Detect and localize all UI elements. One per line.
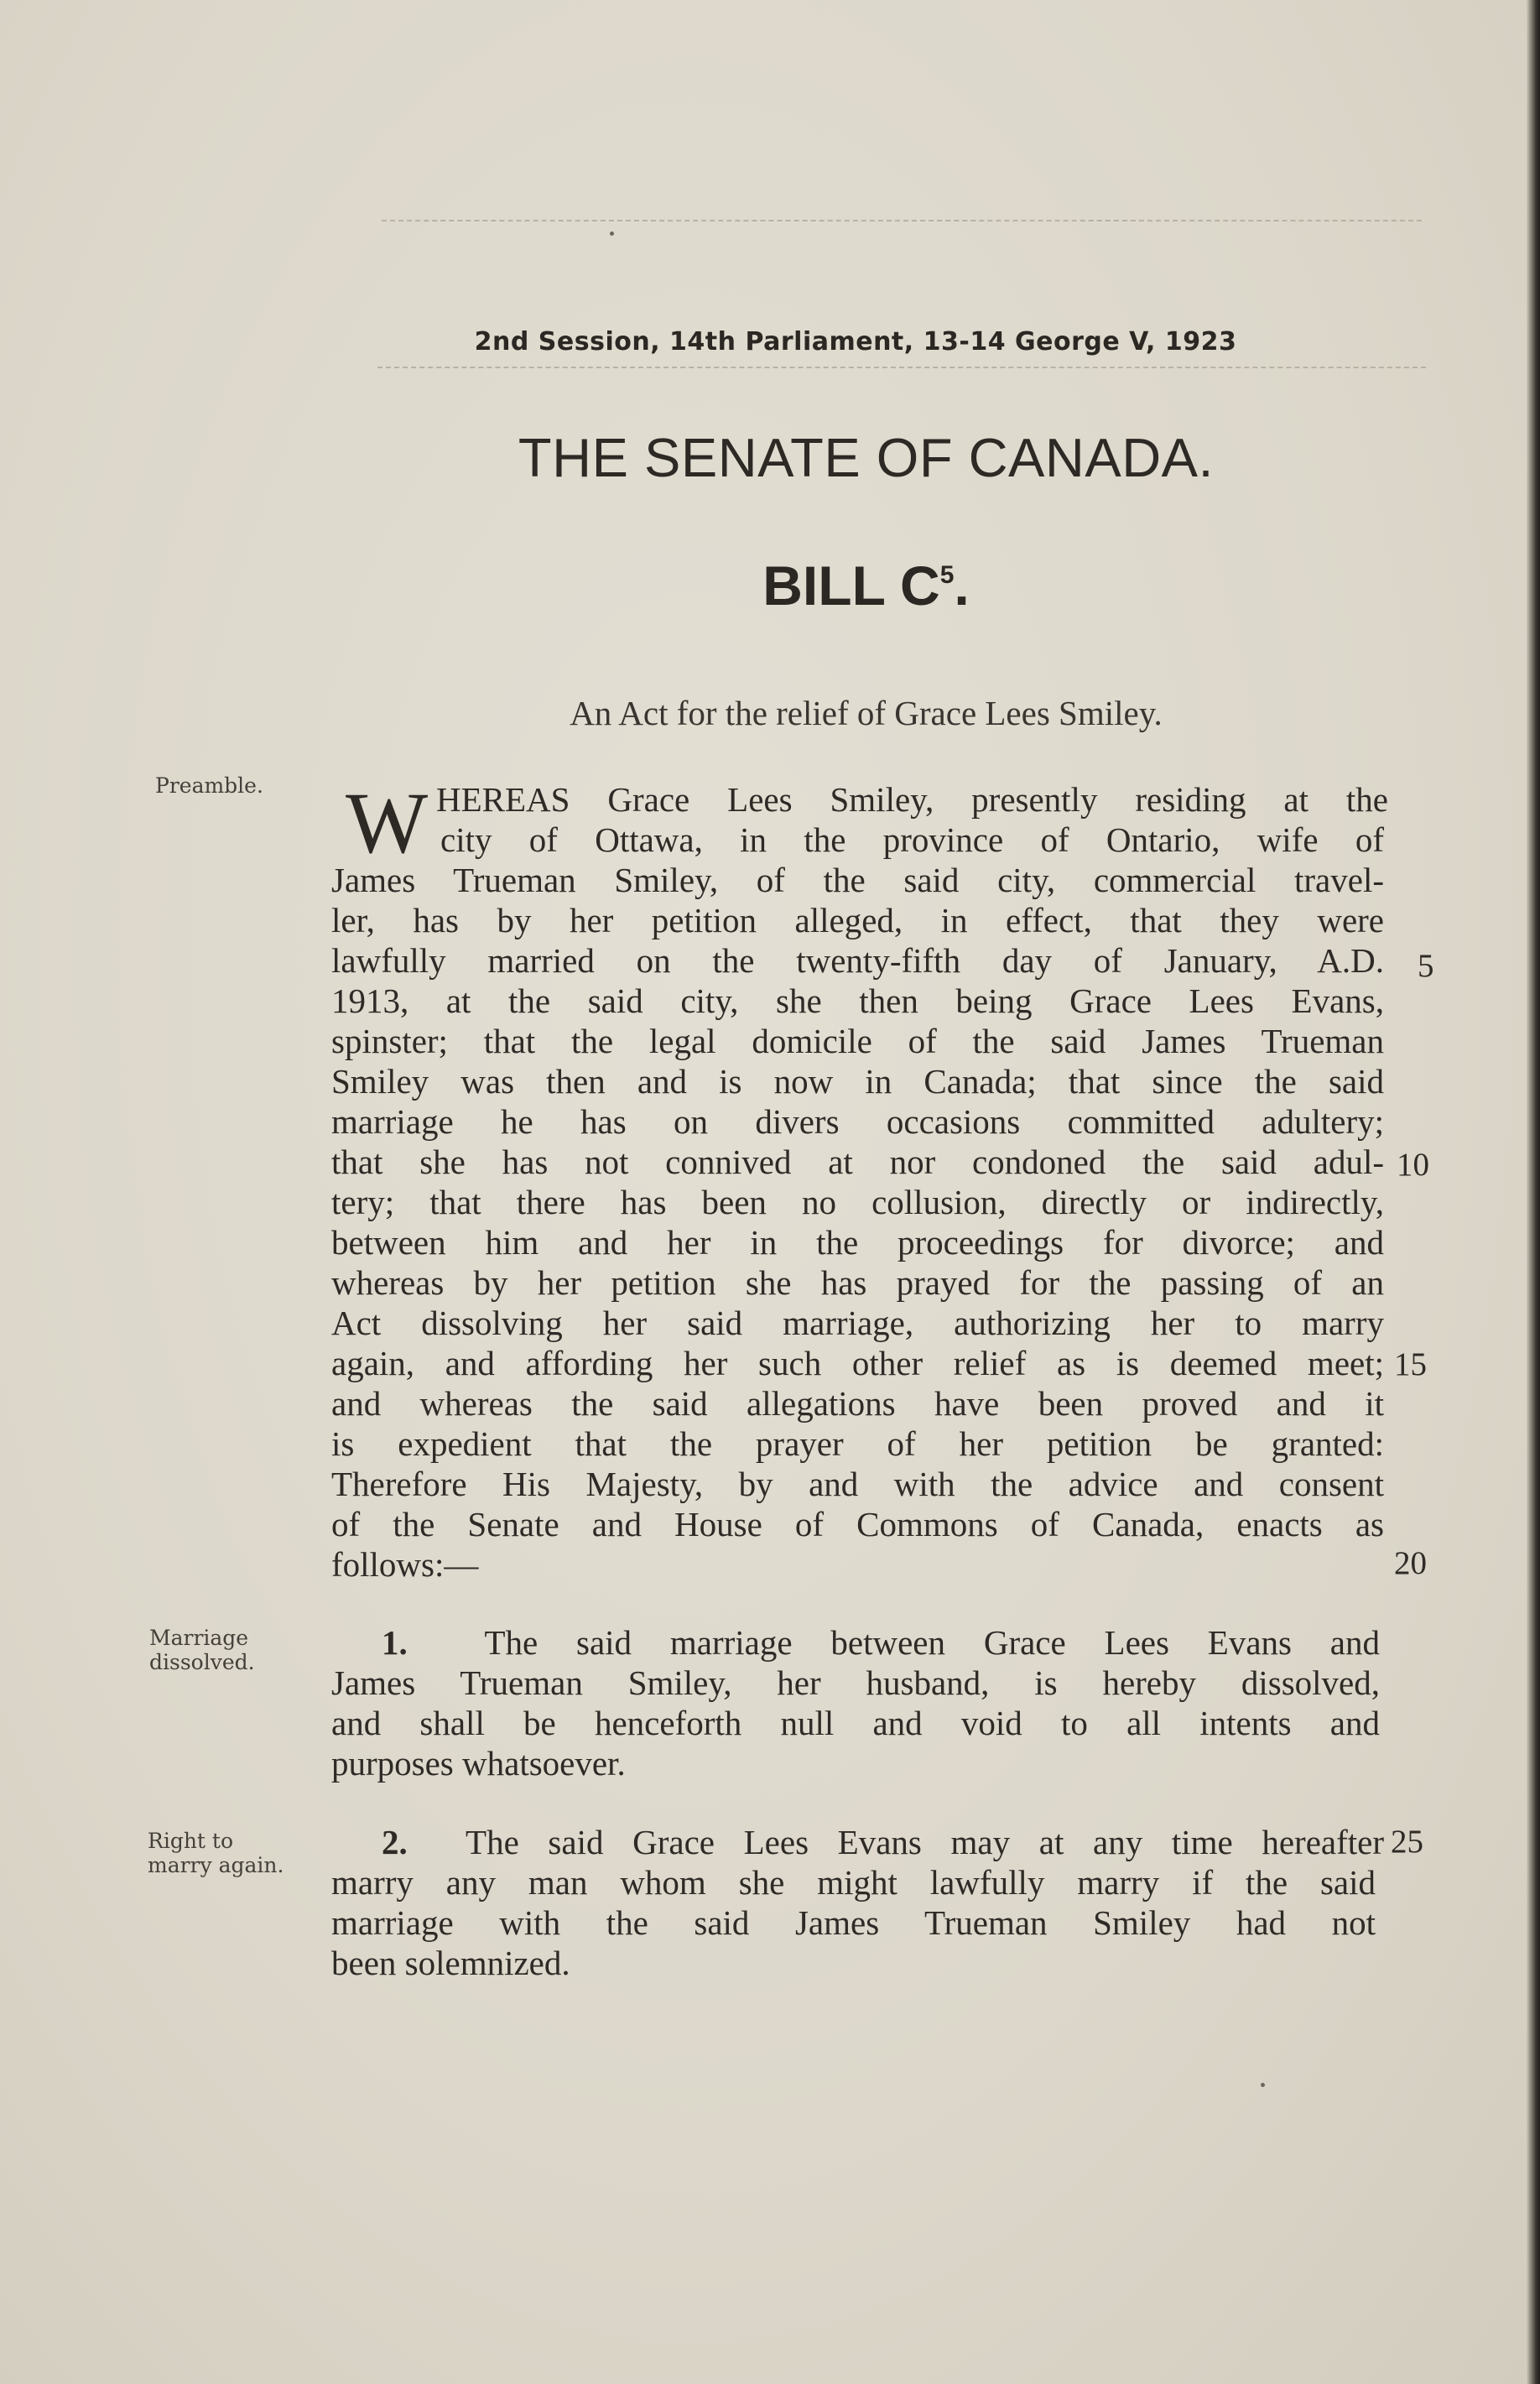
dropcap-w: W [346, 775, 429, 872]
line-number-25: 25 [1391, 1824, 1423, 1860]
section2-line: been solemnized. [331, 1944, 570, 1982]
paper-speck [610, 232, 614, 236]
preamble-line: and whereas the said allegations have been proved and it [331, 1384, 1384, 1423]
act-title: An Act for the relief of Grace Lees Smiley. [570, 694, 1163, 732]
preamble-line: James Trueman Smiley, of the said city, commercial travel- [331, 861, 1384, 899]
bill-number-superscript: 5 [939, 561, 955, 589]
preamble-line: that she has not connived at nor condoned the said adul- [331, 1143, 1384, 1181]
preamble-line: whereas by her petition she has prayed for the passing of an [331, 1263, 1384, 1302]
section1-first-line [382, 1622, 1380, 1663]
preamble-line: again, and affording her such other relief as is deemed meet; [331, 1344, 1384, 1382]
preamble-line: ler, has by her petition alleged, in effect, that they were [331, 901, 1384, 940]
margin-note-line: Right to [148, 1829, 234, 1853]
line-number-15: 15 [1394, 1346, 1427, 1382]
bill-number [352, 554, 1380, 617]
section2-line: The said Grace Lees Evans may at any time hereafter [466, 1823, 1385, 1861]
line-number-5: 5 [1418, 948, 1434, 984]
preamble-line: follows:— [331, 1545, 479, 1584]
line-number-20: 20 [1394, 1545, 1427, 1581]
preamble-line: tery; that there has been no collusion, directly or indirectly, [331, 1183, 1384, 1221]
section1-line: and shall be henceforth null and void to all intents and [331, 1704, 1380, 1742]
header-rule [377, 367, 1426, 368]
section2-first-line [382, 1822, 1384, 1862]
preamble-line: between him and her in the proceedings for divorce; and [331, 1223, 1384, 1262]
margin-note-line: Marriage [149, 1626, 249, 1650]
section1-line: purposes whatsoever. [331, 1744, 626, 1783]
senate-title: THE SENATE OF CANADA. [518, 427, 1215, 488]
paper-speck [1261, 2083, 1265, 2087]
margin-note-line: dissolved. [149, 1650, 255, 1674]
bill-label: BILL C [762, 554, 940, 617]
section1-number: 1. [382, 1623, 408, 1662]
section2-number: 2. [382, 1823, 408, 1861]
preamble-line: spinster; that the legal domicile of the said James Trueman [331, 1022, 1384, 1060]
section2-line: marriage with the said James Trueman Smiley had not [331, 1903, 1376, 1942]
preamble-line: 1913, at the said city, she then being Grace Lees Evans, [331, 981, 1384, 1020]
preamble-line: Act dissolving her said marriage, authorizing her to marry [331, 1304, 1384, 1342]
preamble-line: city of Ottawa, in the province of Ontario, wife of [440, 820, 1384, 859]
preamble-line: Smiley was then and is now in Canada; that since the said [331, 1062, 1384, 1101]
top-rule [382, 220, 1422, 221]
preamble-line: is expedient that the prayer of her petition be granted: [331, 1424, 1384, 1463]
page-edge-shadow [1527, 0, 1540, 2384]
preamble-line: lawfully married on the twenty-fifth day of January, A.D. [331, 941, 1384, 980]
preamble-line: of the Senate and House of Commons of Canada, enacts as [331, 1505, 1384, 1543]
line-number-10: 10 [1397, 1147, 1429, 1183]
session-header: 2nd Session, 14th Parliament, 13-14 George V, 1923 [474, 327, 1237, 357]
margin-note-marriage-dissolved [149, 1626, 317, 1674]
bill-period: . [954, 554, 970, 617]
margin-note-preamble [155, 773, 323, 798]
section1-line: James Trueman Smiley, her husband, is hereby dissolved, [331, 1663, 1380, 1702]
section1-line: The said marriage between Grace Lees Evans and [484, 1623, 1381, 1662]
preamble-line: marriage he has on divers occasions committed adultery; [331, 1102, 1384, 1141]
margin-note-right-to-marry [148, 1829, 315, 1877]
preamble-line: HEREAS Grace Lees Smiley, presently residing at the [436, 780, 1388, 819]
section2-line: marry any man whom she might lawfully marry if the said [331, 1863, 1376, 1902]
preamble-line: Therefore His Majesty, by and with the advice and consent [331, 1465, 1384, 1503]
margin-note-preamble-text: Preamble. [155, 773, 263, 798]
margin-note-line: marry again. [148, 1853, 284, 1877]
